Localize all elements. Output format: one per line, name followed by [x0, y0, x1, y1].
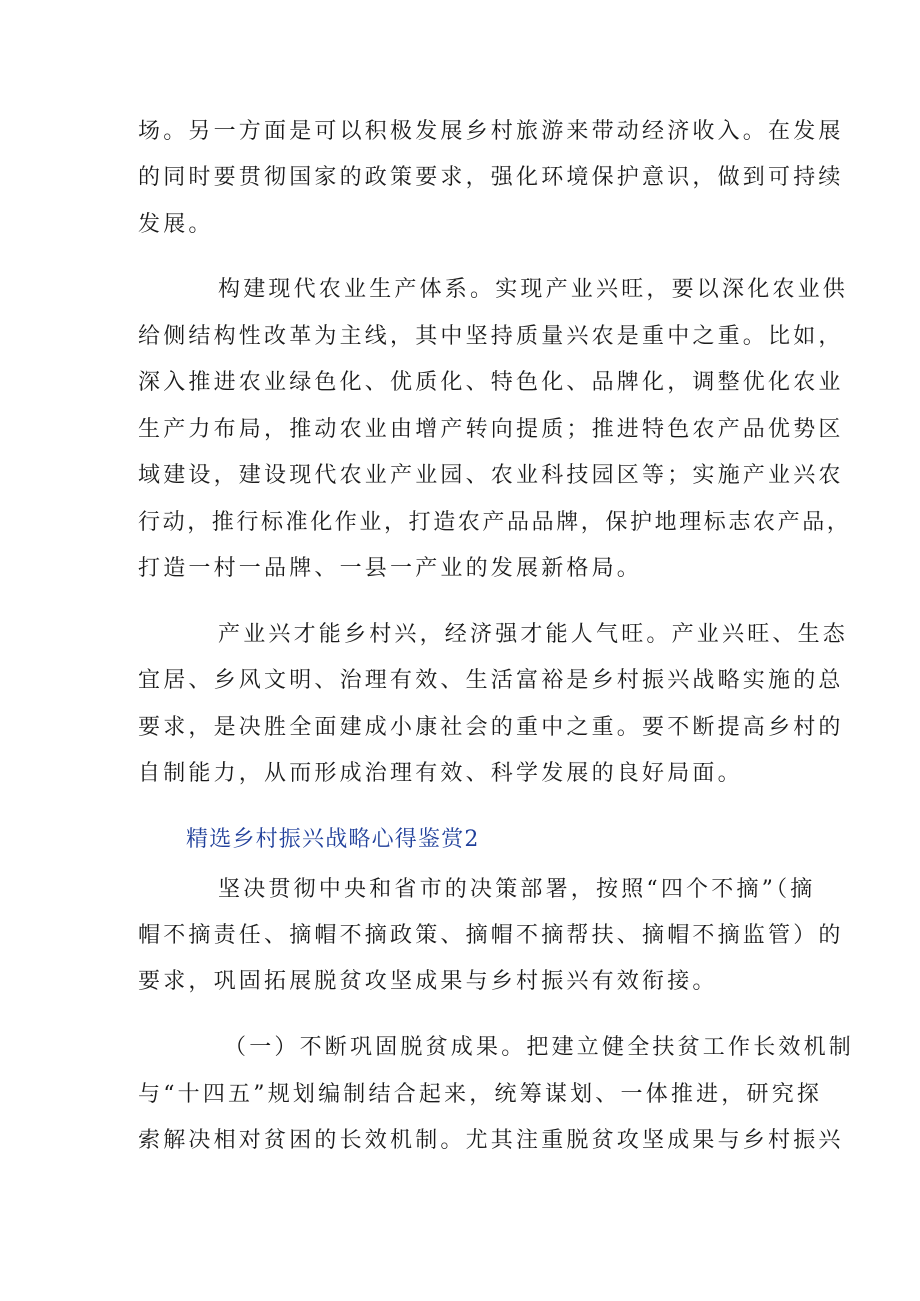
paragraph-first-line: 坚决贯彻中央和省市的决策部署，按照“四个不摘”（摘	[218, 877, 816, 902]
text-line: 深入推进农业绿色化、优质化、特色化、品牌化，调整优化农业	[138, 370, 844, 395]
text-line: 的同时要贯彻国家的政策要求，强化环境保护意识，做到可持续	[138, 165, 844, 190]
paragraph-first-line: 产业兴才能乡村兴，经济强才能人气旺。产业兴旺、生态	[218, 622, 849, 647]
text-line: 要求，是决胜全面建成小康社会的重中之重。要不断提高乡村的	[138, 715, 844, 740]
text-line: 与“十四五”规划编制结合起来，统筹谋划、一体推进，研究探	[138, 1082, 823, 1107]
section-heading: 精选乡村振兴战略心得鉴赏2	[186, 827, 480, 852]
text-line: 给侧结构性改革为主线，其中坚持质量兴农是重中之重。比如，	[138, 324, 844, 349]
paragraph-first-line: 构建现代农业生产体系。实现产业兴旺，要以深化农业供	[218, 277, 849, 302]
text-line: 宜居、乡风文明、治理有效、生活富裕是乡村振兴战略实施的总	[138, 668, 844, 693]
paragraph-first-line: （一）不断巩固脱贫成果。把建立健全扶贫工作长效机制	[224, 1035, 855, 1060]
text-line: 索解决相对贫困的长效机制。尤其注重脱贫攻坚成果与乡村振兴	[138, 1128, 844, 1153]
text-line: 行动，推行标准化作业，打造农产品品牌，保护地理标志农产品，	[138, 510, 852, 535]
text-line: 发展。	[138, 212, 214, 237]
text-line: 域建设，建设现代农业产业园、农业科技园区等；实施产业兴农	[138, 463, 844, 488]
text-line: 自制能力，从而形成治理有效、科学发展的良好局面。	[138, 761, 743, 786]
text-line: 帽不摘责任、摘帽不摘政策、摘帽不摘帮扶、摘帽不摘监管）的	[138, 923, 844, 948]
text-line: 打造一村一品牌、一县一产业的发展新格局。	[138, 556, 643, 581]
text-line: 要求，巩固拓展脱贫攻坚成果与乡村振兴有效衔接。	[138, 969, 718, 994]
text-line: 生产力布局，推动农业由增产转向提质；推进特色农产品优势区	[138, 417, 844, 442]
text-line: 场。另一方面是可以积极发展乡村旅游来带动经济收入。在发展	[138, 119, 844, 144]
